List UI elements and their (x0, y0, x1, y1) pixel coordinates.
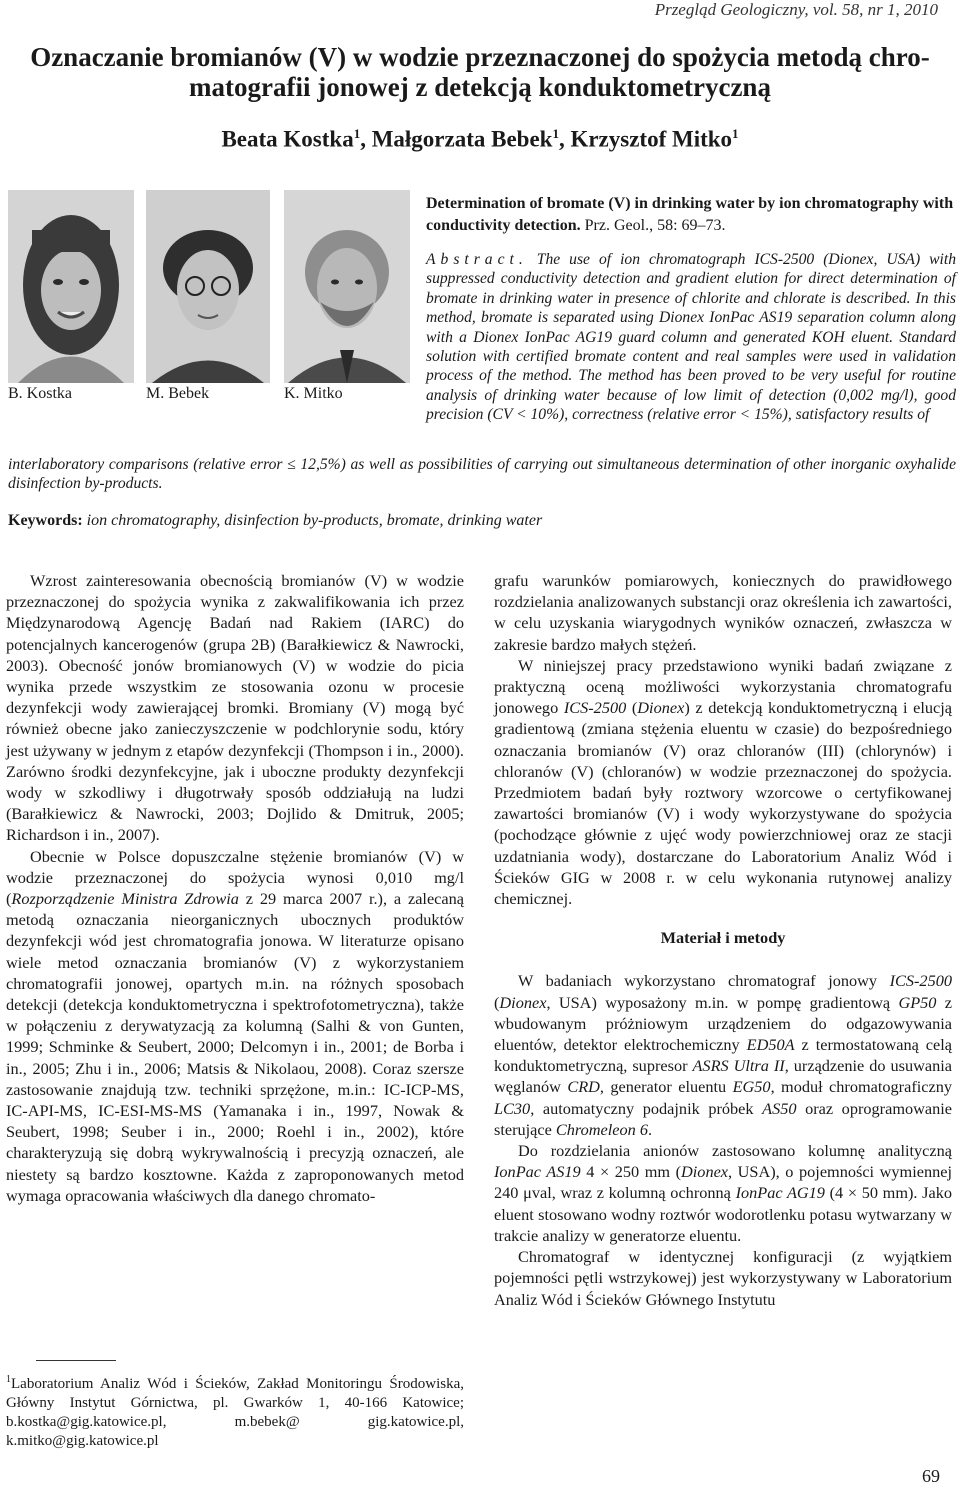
text-run-italic: LC30 (494, 1098, 531, 1118)
journal-header: Przegląd Geologiczny, vol. 58, nr 1, 2010 (654, 0, 938, 19)
article-title-line-2: matografii jonowej z detekcją konduktometryczną (189, 72, 771, 102)
photo-caption-mitko: K. Mitko (284, 385, 343, 402)
column-left (6, 570, 464, 1206)
text-run: ( (626, 698, 638, 718)
footnote-mark: 1 (6, 1374, 11, 1385)
text-run: , automatyczny podajnik próbek (530, 1098, 763, 1118)
text-run: , urządzenie do usuwania węglanów (494, 1056, 952, 1097)
text-run-italic: ICS-2500 (563, 698, 627, 718)
paragraph: Wzrost zainteresowania obecnością bromianów (V) w wodzie przeznaczonej do spożycia wynika z zakwalifikowania ich przez Międzynarodową Agencję Badań nad Rakiem (IARC) do potencjalnych kancerogenów (grupa 2B) (Barałkiewicz & Nawrocki, 2003). Obecność jonów bromianowych (V) w wodzie do picia wynika przede wszystkim ze stosowania ozonu w procesie dezynfekcji wody zawierającej bromki. Bromiany (V) mogą być również obecne jako zanieczyszczenie w podchlorynie sodu, który jest używany w jednym z etapów dezynfekcji (Thompson i in., 2000). Zarówno środki dezynfekcyjne, jak i uboczne produkty dezynfekcji wody w szkodliwy i długotrwały sposób oddziałują na ludzi (Barałkiewicz & Nawrocki, 2003; Dojlido & Dmitruk, 2005; Richardson i in., 2007). (6, 571, 464, 845)
text-run-italic: ICS-2500 (889, 971, 952, 991)
text-run: Do rozdzielania anionów zastosowano kolumnę analityczną (518, 1141, 952, 1161)
text-run: (4 × 50 mm). Jako eluent stosowano wodny roztwór wodorotlenku potasu wytwarzany w trakcie analizy w generatorze eluentu. (494, 1183, 953, 1245)
text-run-italic: IonPac AS19 (494, 1162, 581, 1182)
text-run-italic: ASRS Ultra II (692, 1056, 785, 1076)
photo-mitko (284, 190, 410, 383)
abstract-label: Abstract. (426, 251, 528, 268)
text-run: , USA), o pojemności wymiennej 240 μval, wraz z kolumną ochronną (494, 1162, 952, 1203)
text-run: z 29 marca 2007 r.), a zalecaną metodą oznaczania nieorganicznych ubocznych produktów dezynfekcji wód jest chromatografia jonowa. W literaturze opisano wiele metod oznaczania bromianów (V) z wykorzystaniem chromatografii jonowej, opartych m.in. na różnych sposobach detekcji (detekcja konduktometryczna i spektrofotometryczna), także w połączeniu z derywatyzacją za kolumną (Salhi & von Gunten, 1999; Schminke & Seubert, 2000; Delcomyn i in., 2001; de Borba i in., 2005; Zhu i in., 2006; Matsis & Nikolaou, 2008). Coraz szersze zastosowanie znajdują tzw. techniki sprzężone, m.in.: IC-ICP-MS, IC-API-MS, IC-ESI-MS-MS (Yamanaka i in., 1997, Nowak & Seubert, 1998; Seuber i in., 2000; Roehl i in., 2002), które charakteryzują się dobrą wykrywalnością i precyzją oznaczeń, ale niestety są bardzo kosztowne. Każda z zaproponowanych metod wymaga opracowania właściwych dla danego chromato- (6, 889, 464, 1205)
photo-bebek (146, 190, 270, 383)
keywords-text: ion chromatography, disinfection by-products, bromate, drinking water (86, 512, 543, 529)
text-run-italic: IonPac AG19 (735, 1183, 825, 1203)
affiliation-mark: 1 (353, 126, 361, 141)
text-run: ) z detekcją konduktometryczną i elucją gradientową (zmiana stężenia eluentu w czasie) do bezpośredniego oznaczania bromianów (V) oraz chloranów (III) (chlorynów) i chloranów (V) (chloranów) w wodzie przeznaczonej do spożycia. Przedmiotem badań były roztwory wzorcowe o certyfikowanej zawartości bromianów (V) i wody wykorzystywane do spożycia (pochodzące głównie z ujęć wody powierzchniowej oraz ze stacji uzdatniania wody), dostarczane do Laboratorium Analiz Wód i Ścieków GIG w 2008 r. w celu wykonania rutynowej analizy chemicznej. (494, 698, 952, 909)
abstract-text: The use of ion chromatograph ICS-2500 (Dionex, USA) with suppressed conductivity detection and gradient elution for direct determination of bromate in drinking water in presence of chlorite and chlorate is described. In this method, bromate is separated using Dionex IonPac AS19 separation column along with a Dionex IonPac AG19 guard column and generated KOH eluent. Standard solution with certified bromate content and real samples were used in validation process of the method. The method has been proved to be very useful for routine analysis of drinking water because of low limit of detection (0,002 mg/l), good precision (CV < 10%), correctness (relative error < 15%), satisfactory results of (426, 251, 956, 424)
paragraph (6, 846, 464, 1206)
affiliation-mark: 1 (552, 126, 559, 141)
footnote-divider (36, 1360, 116, 1361)
photo-caption-bebek: M. Bebek (146, 385, 210, 402)
paragraph (494, 970, 952, 1140)
text-run-italic: Rozporządzenie Ministra Zdrowia (11, 889, 239, 909)
text-run: . (648, 1119, 653, 1139)
photo-caption-kostka: B. Kostka (8, 385, 72, 402)
text-run: ( (494, 992, 500, 1012)
article-title (0, 42, 960, 102)
author-separator: , (360, 126, 372, 152)
photo-kostka (8, 190, 134, 383)
text-run-italic: CRD (567, 1077, 600, 1097)
text-run-italic: Chromeleon 6 (555, 1119, 649, 1139)
text-run-italic: ED50A (746, 1035, 795, 1055)
text-run: , moduł chromatograficzny (770, 1077, 953, 1097)
text-run: 4 × 250 mm ( (580, 1162, 682, 1182)
english-title-text: Determination of bromate (V) in drinking water by ion chromatography with conductivity detection. (426, 195, 954, 234)
text-run-italic: Dionex (499, 992, 547, 1012)
abstract-continuation: interlaboratory comparisons (relative error ≤ 12,5%) as well as possibilities of carrying out simultaneous determination of other inorganic oxyhalide disinfection by-products. (8, 456, 956, 493)
footnote (6, 1370, 464, 1451)
text-run: , USA) wyposażony m.in. w pompę gradientową (546, 992, 899, 1012)
paragraph: Chromatograf w identycznej konfiguracji (z wyjątkiem pojemności pętli wstrzykowej) jest wykorzystywany w Laboratorium Analiz Wód i Ścieków Głównego Instytutu (494, 1247, 952, 1309)
footnote-text: Laboratorium Analiz Wód i Ścieków, Zakład Monitoringu Środowiska, Główny Instytut Górnictwa, pl. Gwarków 1, 40-166 Katowice; b.kostka@gig.katowice.pl, m.bebek@ gig.katowice.pl, k.mitko@gig.katowice.pl (6, 1376, 464, 1449)
author-separator: , (558, 126, 571, 152)
english-title (426, 193, 956, 237)
page-number: 69 (922, 1466, 940, 1486)
affiliation-mark: 1 (732, 126, 739, 141)
text-run-italic: GP50 (898, 992, 937, 1012)
authors (0, 126, 960, 153)
paragraph: grafu warunków pomiarowych, koniecznych do prawidłowego rozdzielania analizowanych substancji oraz określenia ich zawartości, w celu uzyskania wiarygodnych wyników oznaczeń, zwłaszcza w zakresie bardzo małych stężeń. (494, 571, 952, 654)
text-run: z wbudowanym próżniowym urządzeniem do odgazowywania eluentów, detektor elektrochemiczny (494, 992, 953, 1055)
column-right (494, 570, 952, 1310)
paragraph (494, 1140, 952, 1246)
text-run-italic: AS50 (762, 1098, 797, 1118)
paragraph (494, 655, 952, 909)
keywords (8, 512, 956, 530)
text-run-italic: Dionex (681, 1162, 729, 1182)
citation-reference: Prz. Geol., 58: 69–73. (584, 217, 726, 234)
text-run: W badaniach wykorzystano chromatograf jonowy (518, 971, 890, 991)
abstract (426, 250, 956, 425)
keywords-label: Keywords: (8, 512, 83, 529)
author-kostka: Beata Kostka (221, 126, 354, 152)
text-run-italic: EG50 (732, 1077, 771, 1097)
article-title-line-1: Oznaczanie bromianów (V) w wodzie przeznaczonej do spożycia metodą chro- (30, 42, 930, 72)
author-mitko: Krzysztof Mitko (570, 126, 733, 152)
text-run: , generator eluentu (599, 1077, 733, 1097)
text-run: oraz oprogramowanie sterujące (494, 1098, 952, 1139)
text-run: z termostatowaną celą konduktometryczną, supresor (494, 1035, 952, 1076)
text-run: W niniejszej pracy przedstawiono wyniki badań związane z praktyczną oceną możliwości wykorzystania chromatografu jonowego (494, 655, 952, 718)
section-heading: Materiał i metody (660, 928, 786, 948)
author-bebek: Małgorzata Bebek (371, 126, 553, 152)
text-run-italic: Dionex (637, 698, 685, 718)
text-run: Obecnie w Polsce dopuszczalne stężenie bromianów (V) w wodzie przeznaczonej do spożycia wynosi 0,010 mg/l ( (6, 846, 464, 909)
